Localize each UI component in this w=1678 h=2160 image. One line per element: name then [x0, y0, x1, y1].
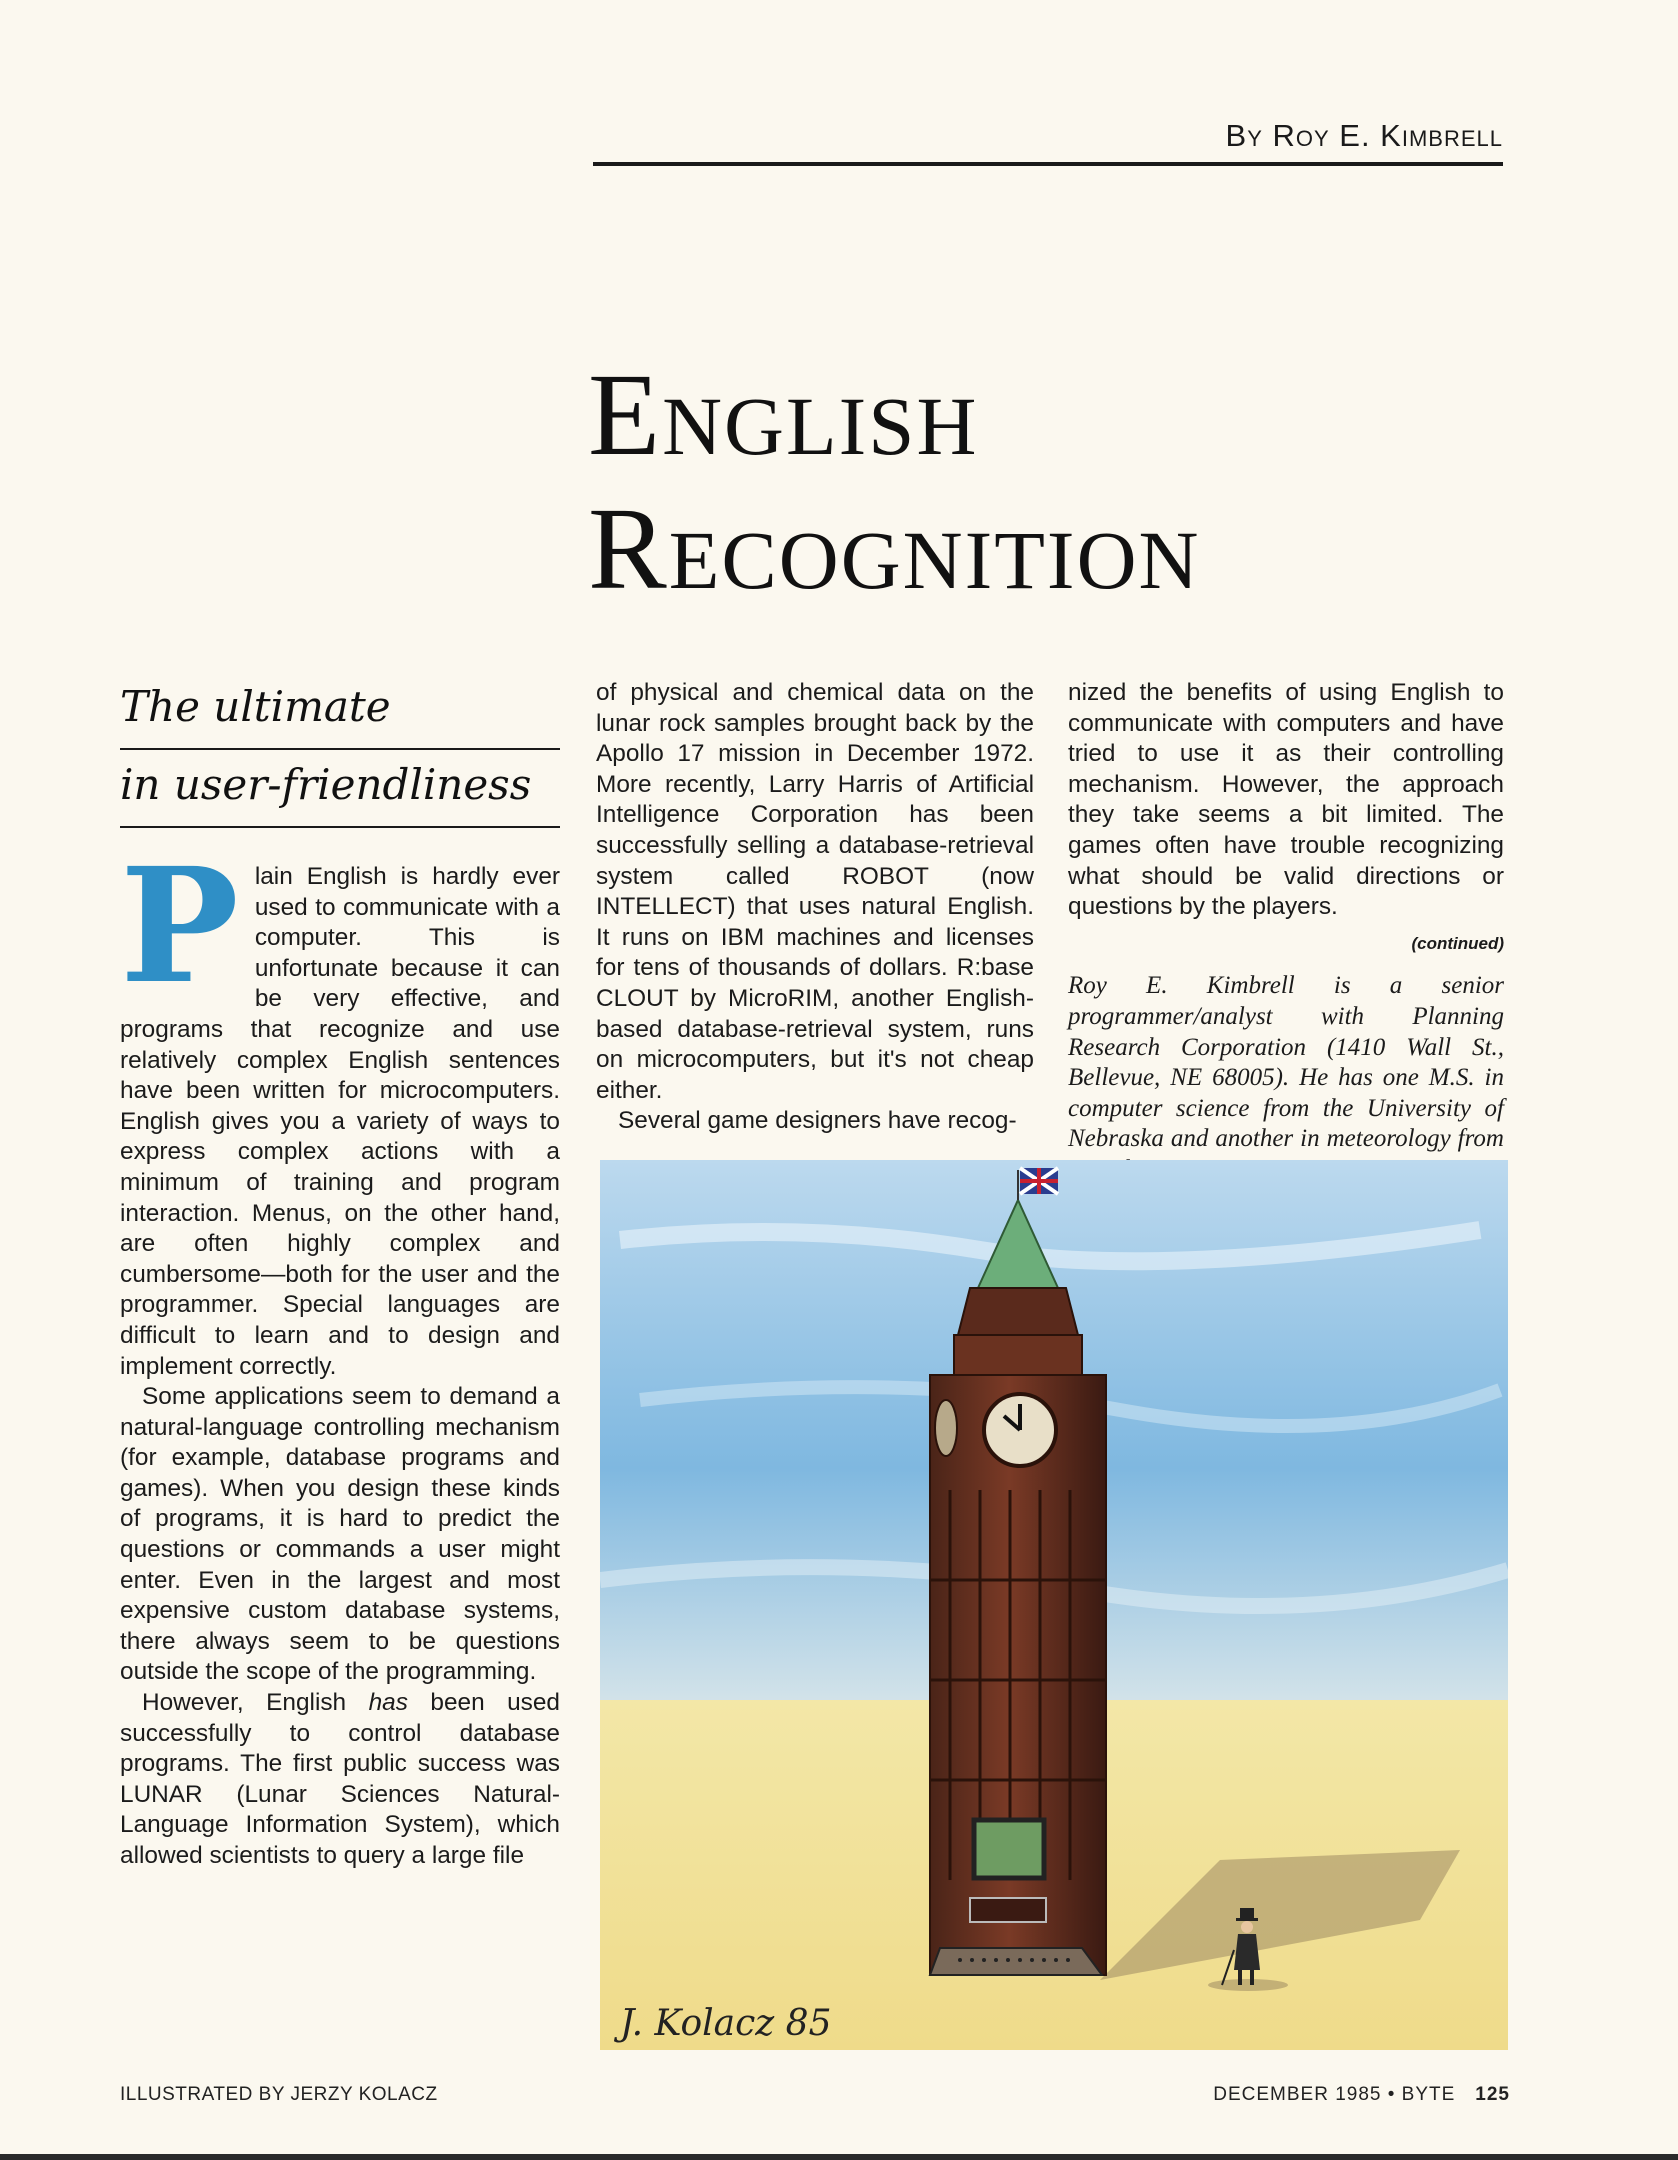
paragraph: nized the benefits of using English to communicate with computers and have tried to use it as their controlling mechanism. However, the approach they take seems a bit limited. The games often have trouble recognizing what should be valid directions or questions by the players. — [1068, 679, 1504, 921]
byline-rule — [593, 162, 1503, 166]
paragraph-text: However, English — [142, 1689, 369, 1717]
figure-shadow — [1208, 1979, 1288, 1991]
byline: By Roy E. Kimbrell — [1225, 118, 1503, 153]
deck-line-1: The ultimate — [120, 682, 391, 731]
big-ben-illustration — [600, 1160, 1508, 2050]
continued-label: (continued) — [1411, 933, 1504, 953]
body-column-2 — [596, 678, 1034, 1137]
paragraph: of physical and chemical data on the lunar rock samples brought back by the Apollo 17 mission in December 1972. More recently, Larry Harris of Artificial Intelligence Corporation has been successfully selling a database-retrieval system called ROBOT (now INTELLECT) that uses natural English. It runs on IBM machines and licenses for tens of thousands of dollars. R:base CLOUT by MicroRIM, another English-based database-retrieval system, runs on microcomputers, but it's not cheap either. — [596, 679, 1034, 1104]
body-column-3 — [1068, 678, 1504, 1186]
title-line-1: English — [588, 349, 979, 480]
belfry-roof — [958, 1288, 1078, 1335]
page-number: 125 — [1475, 2084, 1510, 2105]
author-bio: Roy E. Kimbrell is a senior programmer/analyst with Planning Research Corporation (1410 Wall St., Bellevue, NE 68005). He has one M.S. in computer science from the University of Nebraska and another in meteorology from — [1068, 972, 1504, 1153]
issue-date: DECEMBER 1985 • BYTE — [1213, 2084, 1456, 2105]
paragraph-text: been used successfully to control database programs. The first public success was LUNAR (Lunar Sciences Natural-Language Information System), which allowed scientists to query a large file — [120, 1689, 560, 1869]
illustration-credit: ILLUSTRATED BY JERZY KOLACZ — [120, 2084, 438, 2105]
paragraph: Several game designers have recog- — [618, 1107, 1017, 1135]
paragraph — [120, 834, 560, 1382]
belfry — [954, 1335, 1082, 1375]
article-title — [588, 348, 1200, 616]
disk-drive — [970, 1898, 1046, 1922]
paragraph-text: lain English is hardly ever used to communicate with a computer. This is unfortunate because it can be very effective, and programs that recognize and use relatively complex English sentences have been written for microcomputers. English gives you a variety of ways to express complex actions with a minimum of training and program interaction. Menus, on the other hand, are often highly complex and cumbersome—both for the user and the programmer. Special languages are difficult to learn and to design and implement correctly. — [120, 863, 560, 1380]
emphasis-text: has — [368, 1689, 408, 1717]
artist-signature: J. Kolacz 85 — [620, 2003, 832, 2044]
issue-footer — [1213, 2084, 1510, 2106]
side-clock-face — [935, 1400, 957, 1456]
deck-rule-2 — [120, 826, 560, 828]
article-deck — [120, 672, 560, 828]
paragraph — [120, 1688, 560, 1872]
body-column-1 — [120, 834, 560, 1872]
deck-line-2: in user-friendliness — [120, 760, 532, 809]
page-bottom-edge — [0, 2154, 1678, 2160]
title-line-2: Recognition — [588, 483, 1201, 614]
keyboard — [930, 1948, 1102, 1975]
computer-screen — [974, 1820, 1044, 1878]
drop-cap: P — [120, 834, 239, 1019]
paragraph: Some applications seem to demand a natural-language controlling mechanism (for example, database programs and games). When you design these kinds of programs, it is hard to predict the questions or commands a user might enter. Even in the largest and most expensive custom database systems, there always seem to be questions outside the scope of the programming. — [120, 1383, 560, 1686]
